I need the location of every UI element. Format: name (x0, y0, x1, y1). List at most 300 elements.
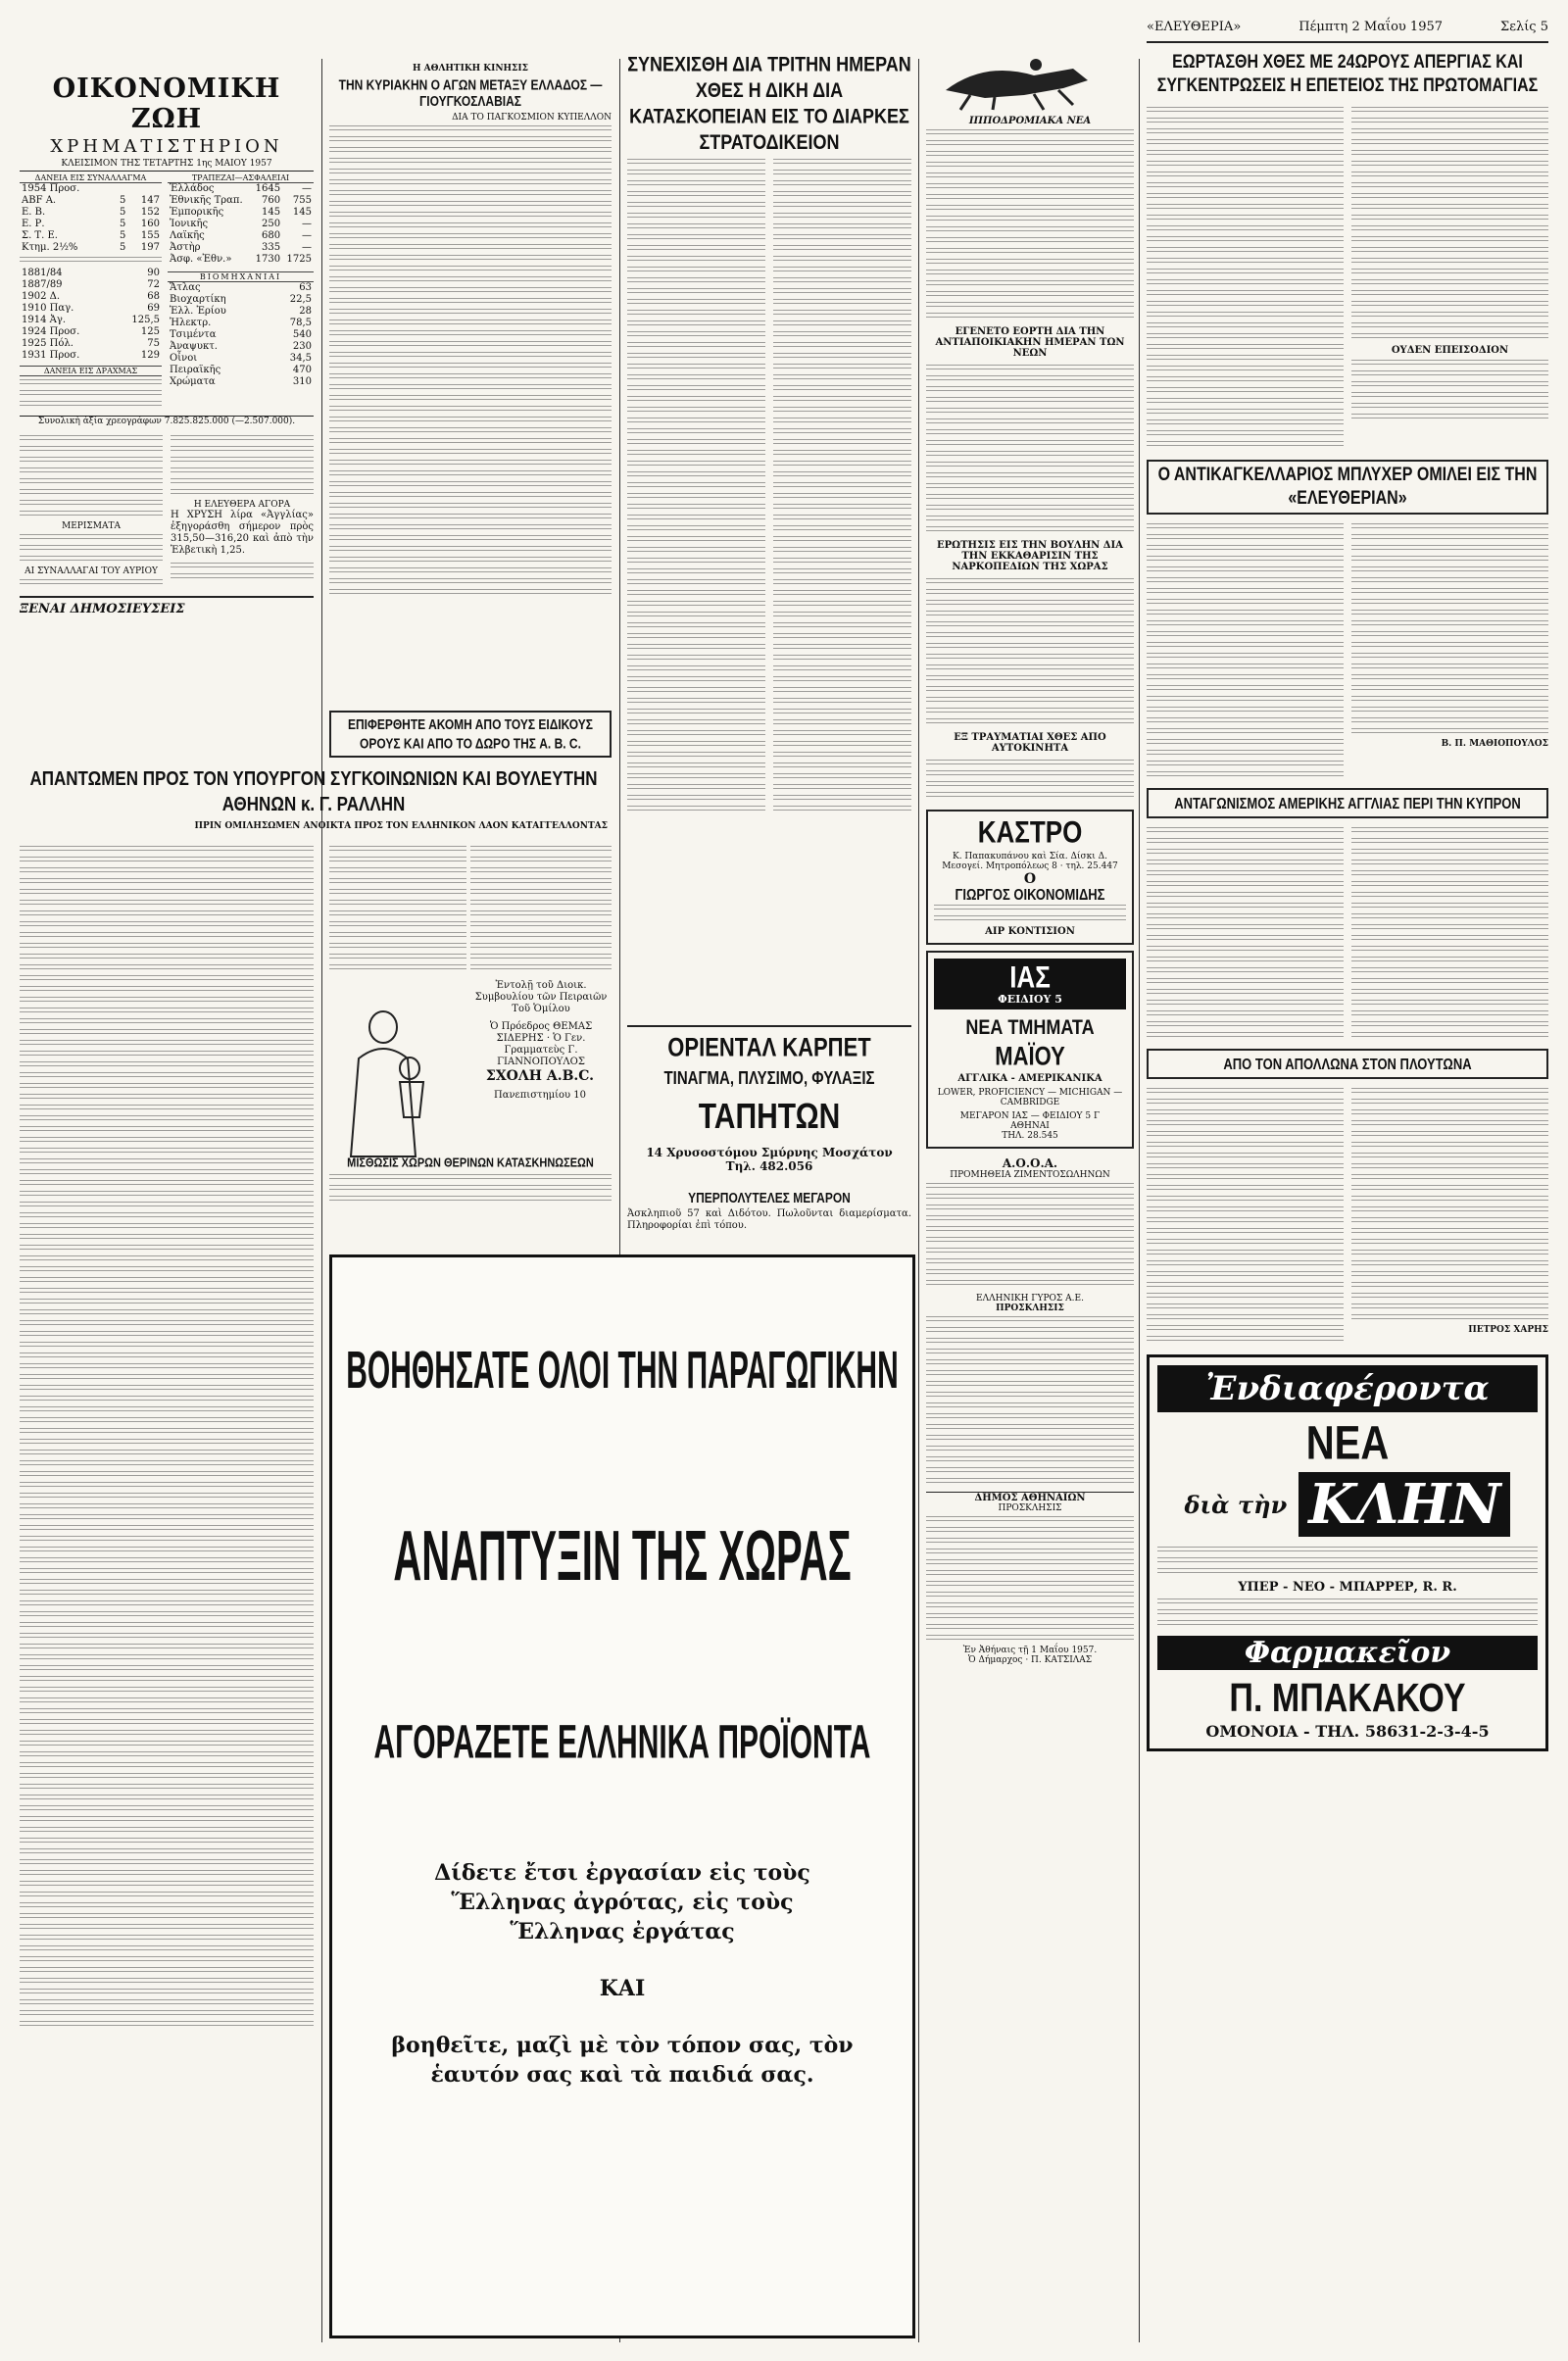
ad-line3: ΑΓΟΡΑΖΕΤΕ ΕΛΛΗΝΙΚΑ ΠΡΟΪΟΝΤΑ (373, 1716, 871, 1769)
municipal-signer: Ὁ Δήμαρχος · Π. ΚΑΤΣΙΛΑΣ (967, 1655, 1093, 1665)
text-line-block (20, 1309, 314, 1317)
chancellor-title: Ο ΑΝΤΙΚΑΓΚΕΛΛΑΡΙΟΣ ΜΠΛΥΧΕΡ ΟΜΙΛΕΙ ΕΙΣ ΤΗΝ «ΕΛΕΥΘΕΡΙΑΝ» (1157, 465, 1538, 509)
text-line-block (20, 1482, 314, 1490)
masthead-page: Σελίς 5 (1500, 20, 1548, 34)
text-line-block (20, 1374, 314, 1382)
row-value: 5 (120, 242, 126, 253)
cyprus-box (1147, 788, 1548, 818)
table-row (168, 306, 314, 318)
text-line-block (20, 1471, 314, 1479)
row-label: 1902 Δ. (22, 291, 61, 302)
ias-title: ΝΕΑ ΤΜΗΜΑΤΑ (965, 1014, 1095, 1039)
hyper-title: ΥΠΕΡΠΟΛΥΤΕΛΕΣ ΜΕΓΑΡΟΝ (688, 1189, 851, 1206)
text-line-block (20, 1568, 314, 1576)
text-line-block (329, 867, 466, 875)
text-line-block (20, 1245, 314, 1253)
row-label: 1887/89 (22, 279, 63, 290)
school-ad (329, 711, 612, 838)
text-line-block (470, 867, 612, 875)
aooa-title: Α.Ο.Ο.Α. (1002, 1156, 1058, 1170)
text-line-block (20, 1547, 314, 1554)
klini-pharmacy: Φαρμακεῖον (1157, 1636, 1538, 1670)
kastro-name: ΚΑΣΤΡΟ (977, 813, 1083, 850)
text-line-block (20, 1158, 314, 1166)
row-value: 28 (299, 306, 312, 317)
row-value: 68 (147, 291, 160, 302)
text-line-block (20, 2010, 314, 2018)
text-line-block (20, 846, 314, 854)
row-value: 197 (140, 242, 160, 253)
ias-ad (926, 951, 1134, 1149)
strike-footer: ΟΥΔΕΝ ΕΠΕΙΣΟΔΙΟΝ (1391, 345, 1509, 356)
text-line-block (329, 878, 466, 886)
text-line-block (329, 932, 466, 940)
ad-line1: ΒΟΗΘΗΣΑΤΕ ΟΛΟΙ ΤΗΝ ΠΑΡΑΓΩΓΙΚΗΝ (346, 1342, 899, 1401)
economy-session: ΚΛΕΙΣΙΜΟΝ ΤΗΣ ΤΕΤΑΡΤΗΣ 1ης ΜΑΙΟΥ 1957 (20, 159, 314, 172)
table-row (20, 230, 162, 242)
row-value: 760 (261, 195, 281, 206)
text-line-block (329, 846, 466, 854)
row-label: Τσιμέντα (170, 329, 217, 340)
summer-ad (329, 1156, 612, 1225)
ias-city: ΑΘΗΝΑΙ (1010, 1121, 1050, 1131)
text-line-block (20, 1428, 314, 1436)
kastro-person: ΓΙΩΡΓΟΣ ΟΙΚΟΝΟΜΙΔΗΣ (955, 885, 1105, 904)
text-line-block (470, 921, 612, 929)
ias-langs: ΑΓΓΛΙΚΑ - ΑΜΕΡΙΚΑΝΙΚΑ (957, 1073, 1102, 1084)
chancellor-box (1147, 460, 1548, 515)
text-line-block (20, 1514, 314, 1522)
table-row (20, 207, 162, 219)
row-value: 680 (261, 230, 281, 241)
text-line-block (20, 1536, 314, 1544)
text-line-block (20, 878, 314, 886)
ad-line2: ΑΝΑΠΤΥΞΙΝ ΤΗΣ ΧΩΡΑΣ (393, 1518, 852, 1597)
table-row (20, 195, 162, 207)
embassies-text-col1 (20, 843, 314, 2342)
oriental-service: ΤΙΝΑΓΜΑ, ΠΛΥΣΙΜΟ, ΦΥΛΑΞΙΣ (663, 1068, 875, 1089)
row-value: 470 (292, 365, 312, 375)
sports-kicker: Η ΑΘΛΗΤΙΚΗ ΚΙΝΗΣΙΣ (412, 64, 528, 74)
loans-table (20, 183, 162, 254)
table-row (20, 242, 162, 254)
table-row (168, 230, 314, 242)
text-line-block (20, 1105, 314, 1112)
row-value: 90 (147, 268, 160, 278)
text-line-block (20, 1353, 314, 1360)
patriotic-ad (329, 1254, 915, 2338)
text-line-block (20, 1277, 314, 1285)
industry-header: ΒΙΟΜΗΧΑΝΙΑΙ (168, 271, 314, 282)
text-line-block (20, 1654, 314, 1662)
text-line-block (20, 867, 314, 875)
row-value: 22,5 (289, 294, 312, 305)
hyper-ad (627, 1191, 911, 1250)
text-line-block (20, 2021, 314, 2029)
text-line-block (20, 1881, 314, 1889)
row-value: — (302, 230, 312, 241)
text-line-block (470, 846, 612, 854)
question-title: ΕΡΩΤΗΣΙΣ ΕΙΣ ΤΗΝ ΒΟΥΛΗΝ ΔΙΑ ΤΗΝ ΕΚΚΑΘΑΡΙΣΙΝ ΤΗΣ ΝΑΡΚΟΠΕΔΙΩΝ ΤΗΣ ΧΩΡΑΣ (937, 540, 1123, 572)
row-label: 1910 Παγ. (22, 303, 74, 314)
row-value: 147 (140, 195, 160, 206)
masthead (1147, 20, 1548, 43)
old-loans-table (20, 268, 162, 362)
row-value (113, 183, 128, 195)
row-label: Σ. Τ. Ε. (22, 230, 58, 241)
text-line-block (20, 1094, 314, 1102)
table-row (168, 219, 314, 230)
school-address: Πανεπιστημίου 10 (494, 1090, 586, 1101)
row-label: 1881/84 (22, 268, 63, 278)
row-value: 125 (140, 326, 160, 337)
text-line-block (20, 1600, 314, 1608)
row-value: 250 (261, 219, 281, 229)
economy-total: Συνολικὴ ἀξία χρεογράφων 7.825.825.000 (—2.507.000). (20, 416, 314, 426)
text-line-block (20, 1784, 314, 1792)
text-line-block (20, 1040, 314, 1048)
text-line-block (20, 1902, 314, 1910)
text-line-block (20, 1773, 314, 1781)
row-value: 755 (292, 195, 312, 206)
row-value: 34,5 (289, 353, 312, 364)
oriental-carpets: ΤΑΠΗΤΩΝ (698, 1097, 841, 1137)
table-row (20, 315, 162, 326)
row-value: 125,5 (131, 315, 160, 325)
row-label: Ε. Β. (22, 207, 46, 218)
procurement-sub: ΠΡΟΣΚΛΗΣΙΣ (996, 1303, 1064, 1313)
shares-header: ΜΕΡΙΣΜΑΤΑ (62, 521, 121, 531)
right-wide-column (1147, 47, 1548, 2342)
school-name: ΣΧΟΛΗ A.B.C. (485, 1068, 595, 1084)
row-value: 145 (261, 207, 281, 218)
kastro-address: Κ. Παπακυπάνου καὶ Σία. Δίσκι Δ. Μεσογεί. Μητροπόλεως 8 · τηλ. 25.447 (942, 852, 1118, 871)
banks-header: ΤΡΑΠΕΖΑΙ—ΑΣΦΑΛΕΙΑΙ (168, 173, 314, 183)
table-row (168, 329, 314, 341)
text-line-block (20, 1579, 314, 1587)
text-line-block (20, 1590, 314, 1598)
apollo-byline: ΠΕΤΡΟΣ ΧΑΡΗΣ (1468, 1325, 1548, 1335)
text-line-block (20, 1202, 314, 1209)
foreign-header: ΑΙ ΣΥΝΑΛΛΑΓΑΙ ΤΟΥ ΑΥΡΙΟΥ (24, 566, 158, 576)
text-line-block (20, 1805, 314, 1813)
table-row (168, 376, 314, 388)
table-row (20, 303, 162, 315)
text-line-block (470, 964, 612, 972)
embassies-title: ΑΠΑΝΤΩΜΕΝ ΠΡΟΣ ΤΟΝ ΥΠΟΥΡΓΟΝ ΣΥΓΚΟΙΝΩΝΙΩΝ ΚΑΙ ΒΟΥΛΕΥΤΗΝ ΑΘΗΝΩΝ κ. Γ. ΡΑΛΛΗΝ (29, 766, 598, 815)
embassies-sub: ΠΡΙΝ ΟΜΙΛΗΣΩΜΕΝ ΑΝΟΙΚΤΑ ΠΡΟΣ ΤΟΝ ΕΛΛΗΝΙΚΟΝ ΛΑΟΝ ΚΑΤΑΓΓΕΛΛΟΝΤΑΣ (194, 821, 608, 831)
table-row (20, 326, 162, 338)
text-line-block (20, 1611, 314, 1619)
text-line-block (20, 1945, 314, 1953)
ias-brand: ΙΑΣ (1009, 959, 1051, 995)
text-line-block (20, 1557, 314, 1565)
row-label: ABF Α. (22, 195, 57, 206)
text-line-block (20, 1924, 314, 1932)
row-label: Ε. Ρ. (22, 219, 45, 229)
banks-table (168, 183, 314, 266)
table-row (20, 183, 162, 195)
row-label: Ἄτλας (170, 282, 201, 293)
mother-child-illustration (329, 1000, 447, 1166)
table-row (20, 338, 162, 350)
text-line-block (329, 943, 466, 951)
text-line-block (20, 932, 314, 940)
row-value: 5 (120, 207, 126, 218)
row-label: 1925 Πόλ. (22, 338, 74, 349)
text-line-block (20, 1439, 314, 1447)
text-line-block (20, 1967, 314, 1975)
economy-title: ΟΙΚΟΝΟΜΙΚΗ ΖΩΗ (52, 74, 281, 134)
text-line-block (20, 1288, 314, 1296)
text-line-block (20, 1083, 314, 1091)
text-line-block (470, 954, 612, 961)
text-line-block (20, 1935, 314, 1943)
text-line-block (20, 1169, 314, 1177)
ias-phone: ΤΗΛ. 28.545 (1002, 1131, 1058, 1141)
text-line-block (20, 1385, 314, 1393)
text-line-block (329, 964, 466, 972)
strike-title: ΕΩΡΤΑΣΘΗ ΧΘΕΣ ΜΕ 24ΩΡΟΥΣ ΑΠΕΡΓΙΑΣ ΚΑΙ ΣΥΓΚΕΝΤΡΩΣΕΙΣ Η ΕΠΕΤΕΙΟΣ ΤΗΣ ΠΡΩΤΟΜΑΓΙΑΣ (1156, 52, 1539, 96)
text-line-block (20, 1719, 314, 1727)
row-label: Ἠλεκτρ. (170, 318, 212, 328)
row-value: — (302, 219, 312, 229)
row-value: 540 (292, 329, 312, 340)
text-line-block (20, 943, 314, 951)
row-label: Βιοχαρτίκη (170, 294, 226, 305)
text-line-block (329, 921, 466, 929)
row-value: 75 (147, 338, 160, 349)
text-line-block (20, 1708, 314, 1716)
row-value: 310 (292, 376, 312, 387)
text-line-block (20, 1676, 314, 1684)
municipal-date: Ἐν Ἀθήναις τῇ 1 Μαΐου 1957. (962, 1646, 1098, 1655)
row-value: 1645 (255, 183, 281, 194)
embassies-names: Ὁ Πρόεδρος ΘΕΜΑΣ ΣΙΔΕΡΗΣ · Ὁ Γεν. Γραμματεὺς Γ. ΓΙΑΝΝΟΠΟΥΛΟΣ (489, 1021, 593, 1067)
school-ad-title: ΕΠΙΦΕΡΘΗΤΕ ΑΚΟΜΗ ΑΠΟ ΤΟΥΣ ΕΙΔΙΚΟΥΣ ΟΡΟΥΣ ΚΑΙ ΑΠΟ ΤΟ ΔΩΡΟ ΤΗΣ A. B. C. (347, 716, 594, 752)
newspaper-page (20, 20, 1548, 2342)
hyper-text: Ἀσκληπιοῦ 57 καὶ Διδότου. Πωλοῦνται διαμερίσματα. Πληροφορίαι ἐπὶ τόπου. (627, 1208, 911, 1231)
text-line-block (470, 878, 612, 886)
table-row (168, 242, 314, 254)
youth-title: ΕΓΕΝΕΤΟ ΕΟΡΤΗ ΔΙΑ ΤΗΝ ΑΝΤΙΑΠΟΙΚΙΑΚΗΝ ΗΜΕΡΑΝ ΤΩΝ ΝΕΩΝ (935, 326, 1125, 359)
text-line-block (20, 1989, 314, 1996)
market-header: Η ΕΛΕΥΘΕΡΑ ΑΓΟΡΑ (193, 500, 291, 510)
klini-line1: Ἐνδιαφέροντα (1157, 1365, 1538, 1412)
table-row (168, 207, 314, 219)
text-line-block (20, 1892, 314, 1899)
text-line-block (20, 1838, 314, 1845)
table-row (168, 318, 314, 329)
sports-title: ΤΗΝ ΚΥΡΙΑΚΗΝ Ο ΑΓΩΝ ΜΕΤΑΞΥ ΕΛΛΑΔΟΣ — ΓΙΟΥΓΚΟΣΛΑΒΙΑΣ (338, 76, 603, 110)
table-row (20, 279, 162, 291)
table-row (168, 254, 314, 266)
text-line-block (20, 1396, 314, 1403)
text-line-block (20, 857, 314, 864)
row-label: Ἑλλάδος (170, 183, 215, 194)
sports-column (329, 20, 612, 696)
text-line-block (20, 1148, 314, 1156)
text-line-block (20, 964, 314, 972)
aooa-sub: ΠΡΟΜΗΘΕΙΑ ΖΙΜΕΝΤΟΣΩΛΗΝΩΝ (950, 1170, 1110, 1180)
text-line-block (20, 1956, 314, 1964)
text-line-block (20, 1816, 314, 1824)
text-line-block (20, 1665, 314, 1673)
text-line-block (329, 910, 466, 918)
row-label: 1954 Προσ. (22, 183, 80, 194)
table-row (20, 291, 162, 303)
text-line-block (20, 975, 314, 983)
summer-ad-title: ΜΙΣΘΩΣΙΣ ΧΩΡΩΝ ΘΕΡΙΝΩΝ ΚΑΤΑΣΚΗΝΩΣΕΩΝ (347, 1156, 594, 1171)
text-line-block (20, 1751, 314, 1759)
text-line-block (20, 1633, 314, 1641)
loans-header: ΔΑΝΕΙΑ ΕΙΣ ΣΥΝΑΛΛΑΓΜΑ (20, 173, 162, 183)
row-value: 155 (140, 230, 160, 241)
ias-month: ΜΑΪΟΥ (995, 1041, 1065, 1071)
text-line-block (20, 1029, 314, 1037)
procurement-title: ΕΛΛΗΝΙΚΗ ΓΥΡΟΣ Α.Ε. (976, 1294, 1084, 1303)
row-value: 160 (140, 219, 160, 229)
text-line-block (329, 889, 466, 897)
text-line-block (470, 943, 612, 951)
row-value: 78,5 (289, 318, 312, 328)
text-line-block (20, 889, 314, 897)
klini-line3: διὰ τὴν (1184, 1490, 1288, 1519)
text-line-block (20, 1859, 314, 1867)
text-line-block (470, 910, 612, 918)
text-line-block (20, 1762, 314, 1770)
row-value: 230 (292, 341, 312, 352)
row-label: Ἐμπορικῆς (170, 207, 224, 218)
row-label: Λαϊκῆς (170, 230, 205, 241)
row-value: 152 (140, 207, 160, 218)
text-line-block (20, 1223, 314, 1231)
row-value: 5 (120, 219, 126, 229)
right-narrow-column (926, 20, 1134, 2342)
klini-line2: ΝΕΑ (1305, 1417, 1390, 1470)
text-line-block (20, 986, 314, 994)
text-line-block (20, 1180, 314, 1188)
municipal-sub: ΠΡΟΣΚΛΗΣΙΣ (998, 1503, 1062, 1513)
row-label: Ἑλλ. Ἐρίου (170, 306, 226, 317)
row-value: 335 (261, 242, 281, 253)
row-value: 5 (120, 195, 126, 206)
text-line-block (20, 1255, 314, 1263)
text-line-block (20, 910, 314, 918)
text-line-block (20, 1212, 314, 1220)
text-line-block (470, 857, 612, 864)
text-line-block (20, 1999, 314, 2007)
text-line-block (20, 1266, 314, 1274)
text-line-block (20, 1331, 314, 1339)
table-row (20, 268, 162, 279)
table-row (168, 353, 314, 365)
oriental-ad (627, 1019, 911, 1186)
row-label: Ἀστὴρ (170, 242, 201, 253)
row-label: 1931 Προσ. (22, 350, 80, 361)
table-row (20, 219, 162, 230)
drachma-header: ΔΑΝΕΙΑ ΕΙΣ ΔΡΑΧΜΑΣ (20, 366, 162, 376)
row-value: — (302, 242, 312, 253)
text-line-block (20, 1848, 314, 1856)
text-line-block (329, 954, 466, 961)
text-line-block (20, 1827, 314, 1835)
row-value: — (302, 183, 312, 194)
text-line-block (20, 1525, 314, 1533)
text-line-block (329, 900, 466, 908)
row-label: Ἐθνικῆς Τραπ. (170, 195, 243, 206)
text-line-block (20, 1795, 314, 1802)
klini-ad (1147, 1354, 1548, 1751)
embassies-kicker: ΞΕΝΑΙ ΔΗΜΟΣΙΕΥΣΕΙΣ (20, 602, 185, 616)
text-line-block (20, 1730, 314, 1738)
industry-table (168, 282, 314, 388)
klini-address: ΟΜΟΝΟΙΑ - ΤΗΛ. 58631-2-3-4-5 (1205, 1722, 1490, 1741)
masthead-paper: «ΕΛΕΥΘΕΡΙΑ» (1147, 20, 1242, 34)
text-line-block (20, 1450, 314, 1457)
text-line-block (20, 1363, 314, 1371)
ias-addr: ΜΕΓΑΡΟΝ ΙΑΣ — ΦΕΙΔΙΟΥ 5 Γ (959, 1111, 1101, 1121)
kastro-note: ΑΙΡ ΚΟΝΤΙΣΙΟΝ (985, 926, 1075, 937)
text-line-block (20, 1061, 314, 1069)
row-value: 1725 (286, 254, 312, 265)
text-line-block (20, 900, 314, 908)
embassies-signoff: Ἐντολῇ τοῦ Διοικ. Συμβουλίου τῶν Πειραιῶν Τοῦ Ὁμίλου (474, 980, 608, 1014)
horse-racing-icon (926, 51, 1134, 112)
text-line-block (20, 1417, 314, 1425)
klini-product: ΥΠΕΡ - ΝΕΟ - ΜΠΑΡΡΕΡ, R. R. (1238, 1580, 1457, 1595)
kastro-o: Ο (1023, 871, 1037, 887)
ias-price: ΦΕΙΔΙΟΥ 5 (998, 993, 1062, 1006)
table-row (20, 350, 162, 362)
table-row (168, 282, 314, 294)
table-row (168, 341, 314, 353)
row-label: Ἀναψυκτ. (170, 341, 218, 352)
kastro-ad (926, 810, 1134, 945)
row-label: Ἀσφ. «Ἐθν.» (170, 254, 232, 265)
ias-exams: LOWER, PROFICIENCY — MICHIGAN — CAMBRIDGE (937, 1088, 1123, 1107)
text-line-block (20, 1622, 314, 1630)
text-line-block (20, 997, 314, 1005)
row-value: 63 (299, 282, 312, 293)
text-line-block (20, 1687, 314, 1695)
row-value: 129 (140, 350, 160, 361)
column-rule (918, 59, 919, 2342)
row-value: 72 (147, 279, 160, 290)
row-label: Χρώματα (170, 376, 216, 387)
oriental-address: 14 Χρυσοστόμου Σμύρνης Μοσχάτον (646, 1146, 893, 1159)
text-line-block (329, 857, 466, 864)
row-label: Κτημ. 2½% (22, 242, 78, 253)
text-line-block (20, 1406, 314, 1414)
economy-subtitle: ΧΡΗΜΑΤΙΣΤΗΡΙΟΝ (50, 136, 283, 157)
ad-line6: βοηθεῖτε, μαζὶ μὲ τὸν τόπον σας, τὸν ἑαυτόν σας καὶ τὰ παιδιά σας. (391, 2033, 854, 2088)
text-line-block (20, 1072, 314, 1080)
ad-line5: ΚΑΙ (599, 1976, 646, 2001)
oriental-phone: Τηλ. 482.056 (725, 1159, 813, 1173)
text-line-block (20, 1978, 314, 1986)
text-line-block (20, 1126, 314, 1134)
text-line-block (470, 932, 612, 940)
apollo-box (1147, 1049, 1548, 1079)
text-line-block (20, 1018, 314, 1026)
hippo-title: ΙΠΠΟΔΡΟΜΙΑΚΑ ΝΕΑ (968, 116, 1092, 126)
row-value: 1730 (255, 254, 281, 265)
row-label: Πειραϊκῆς (170, 365, 221, 375)
table-row (168, 365, 314, 376)
row-label: Ἰονικῆς (170, 219, 209, 229)
cyprus-title: ΑΝΤΑΓΩΝΙΣΜΟΣ ΑΜΕΡΙΚΗΣ ΑΓΓΛΙΑΣ ΠΕΡΙ ΤΗΝ ΚΥΠΡΟΝ (1174, 794, 1521, 812)
